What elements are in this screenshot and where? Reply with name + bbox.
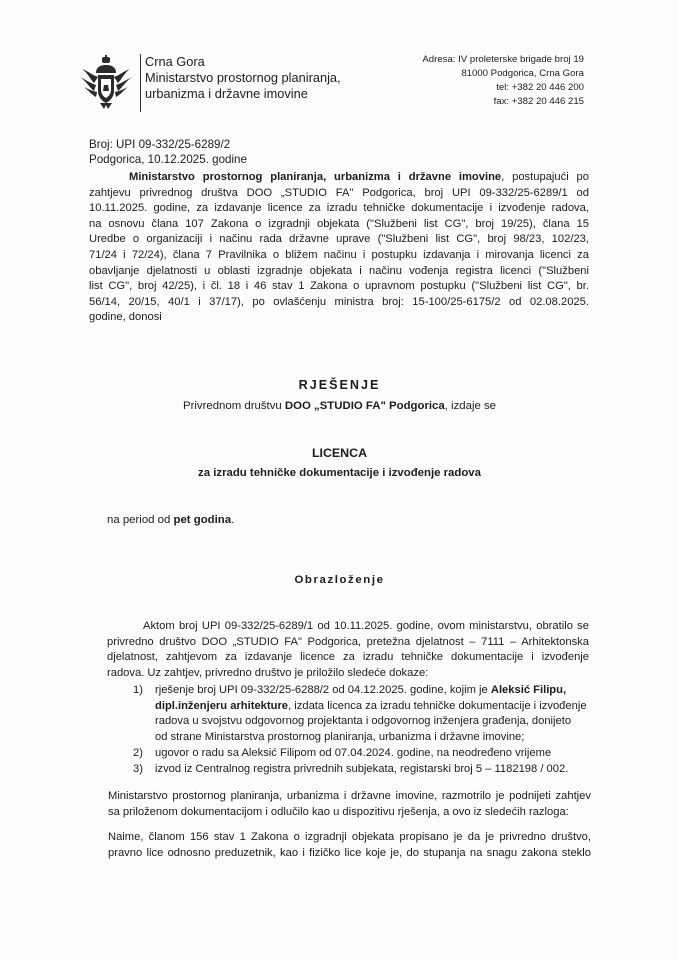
intro-line: na osnovu člana 107 Zakona o izgradnji objekata ("Službeni list CG", broj 19/25), člana 15 bbox=[89, 217, 589, 230]
reasoning-line: Ministarstvo prostornog planiranja, urbanizma i državne imovine, razmotrilo je podnijeti zahtjev bbox=[108, 790, 591, 802]
ministry-name-line2: urbanizma i državne imovine bbox=[145, 86, 308, 101]
intro-line: Uredbe o organizaciji i načinu rada državne uprave ("Službeni list CG", broj 98/23, 102/23, bbox=[89, 233, 589, 246]
licence-period bbox=[107, 514, 234, 526]
reasoning-line: pravno lice odnosno preduzetnik, kao i fizičko lice koje je, do stupanja na snagu zakona steklo bbox=[108, 846, 591, 859]
reasoning-paragraph-1 bbox=[107, 619, 589, 681]
intro-line: list CG", broj 42/25), i čl. 18 i 46 stav 1 Zakona o upravnom postupku ("Službeni list CG", br. bbox=[89, 280, 589, 293]
header-divider bbox=[140, 54, 141, 112]
evidence-line: izvod iz Centralnog registra privrednih subjekata, registarski broj 5 – 1182198 / 002. bbox=[155, 763, 569, 775]
intro-line1-rest: , postupajući po bbox=[501, 171, 589, 183]
address-block bbox=[394, 53, 584, 109]
institution-block bbox=[145, 54, 341, 102]
period-suffix: . bbox=[231, 514, 235, 526]
reasoning-title: Obrazloženje bbox=[294, 574, 385, 586]
intro-line: godine, donosi bbox=[89, 311, 162, 324]
reasoning-line: Naime, članom 156 stav 1 Zakona o izgradnji objekata propisano je da je privredno društvo, bbox=[108, 831, 591, 843]
evidence-1-person: Aleksić Filipu, bbox=[490, 684, 567, 696]
country-name: Crna Gora bbox=[145, 54, 205, 69]
intro-line: 56/14, 20/15, 40/1 i 37/17), po ovlašćenju ministra broj: 15-100/25-6175/2 od 02.08.2025. bbox=[89, 295, 589, 308]
evidence-line: ugovor o radu sa Aleksić Filipom od 07.04.2024. godine, na neodređeno vrijeme bbox=[155, 747, 552, 759]
period-value: pet godina bbox=[173, 514, 232, 526]
issued-company: DOO „STUDIO FA" Podgorica bbox=[284, 400, 445, 412]
intro-paragraph bbox=[89, 170, 589, 326]
evidence-line bbox=[155, 699, 593, 715]
licence-title: LICENCA bbox=[311, 446, 368, 460]
intro-line: zahtjevu privrednog društva DOO „STUDIO FA" Podgorica, broj UPI 09-332/25-6289/1 od bbox=[89, 186, 589, 199]
reference-number: Broj: UPI 09-332/25-6289/2 bbox=[89, 138, 231, 151]
evidence-number: 1) bbox=[133, 684, 143, 696]
reasoning-line: Aktom broj UPI 09-332/25-6289/1 od 10.11.2025. godine, ovom ministarstvu, obratilo se bbox=[143, 620, 589, 632]
ministry-name-line1: Ministarstvo prostornog planiranja, bbox=[145, 70, 341, 85]
evidence-number: 2) bbox=[133, 747, 143, 759]
issued-prefix: Privrednom društvu bbox=[182, 400, 285, 412]
decision-title: RJEŠENJE bbox=[298, 378, 381, 392]
evidence-1-rest: , izdata licenca za izradu tehničke dokumentacije i izvođenje bbox=[288, 699, 587, 712]
evidence-number: 3) bbox=[133, 763, 143, 775]
decision-issued-line bbox=[0, 400, 679, 412]
reference-place-date: Podgorica, 10.12.2025. godine bbox=[89, 153, 247, 166]
reference-block bbox=[89, 137, 247, 167]
reasoning-line: sa priloženom dokumentacijom i odlučilo kao u dispozitivu rješenja, a ovo iz sledećih razloga: bbox=[108, 805, 569, 818]
coat-of-arms-icon bbox=[78, 55, 134, 111]
intro-ministry-bold: Ministarstvo prostornog planiranja, urbanizma i državne imovine bbox=[129, 171, 502, 183]
evidence-1-prefix: rješenje broj UPI 09-332/25-6288/2 od 04.12.2025. godine, kojim je bbox=[155, 684, 491, 696]
evidence-1-title: dipl.inženjeru arhitekture bbox=[155, 699, 289, 712]
evidence-line: od strane Ministarstva prostornog planiranja, urbanizma i državne imovine; bbox=[155, 730, 525, 743]
reasoning-paragraph-2 bbox=[108, 789, 591, 820]
issued-suffix: , izdaje se bbox=[444, 400, 497, 412]
address-line: Adresa: IV proleterske brigade broj 19 bbox=[422, 54, 584, 65]
reasoning-line: privredno društvo DOO „STUDIO FA" Podgorica, pretežna djelatnost – 7111 – Arhitektonska bbox=[107, 635, 589, 648]
reasoning-line: radova. Uz zahtjev, privredno društvo je priložilo sledeće dokaze: bbox=[107, 666, 429, 679]
reasoning-paragraph-3 bbox=[108, 830, 591, 861]
intro-line: obavljanje djelatnosti u oblasti izgradnje objekata i načinu vođenja registra licenci ("Službeni bbox=[89, 264, 589, 277]
evidence-line: radova u svojstvu odgovornog projektanta i odgovornog inženjera građenja, donijeto bbox=[155, 715, 572, 728]
address-line: 81000 Podgorica, Crna Gora bbox=[461, 68, 584, 79]
evidence-line bbox=[155, 683, 593, 699]
evidence-item-2 bbox=[133, 746, 593, 762]
evidence-item-3 bbox=[133, 762, 593, 778]
reasoning-line: djelatnost, zahtjevom za izdavanje licence za izradu tehničke dokumentacije i izvođenje bbox=[107, 651, 589, 664]
period-prefix: na period od bbox=[107, 514, 174, 526]
intro-line: 10.11.2025. godine, za izdavanje licence za izradu tehničke dokumentacije i izvođenje radova, bbox=[89, 202, 589, 215]
address-line: fax: +382 20 446 215 bbox=[493, 96, 584, 107]
licence-subtitle: za izradu tehničke dokumentacije i izvođenje radova bbox=[198, 467, 481, 479]
intro-line bbox=[89, 170, 589, 186]
intro-line: 71/24 i 72/24), člana 7 Pravilnika o bližem načinu i postupku izdavanja i mirovanja licenci za bbox=[89, 248, 589, 261]
evidence-item-1 bbox=[133, 683, 593, 747]
address-line: tel: +382 20 446 200 bbox=[496, 82, 584, 93]
